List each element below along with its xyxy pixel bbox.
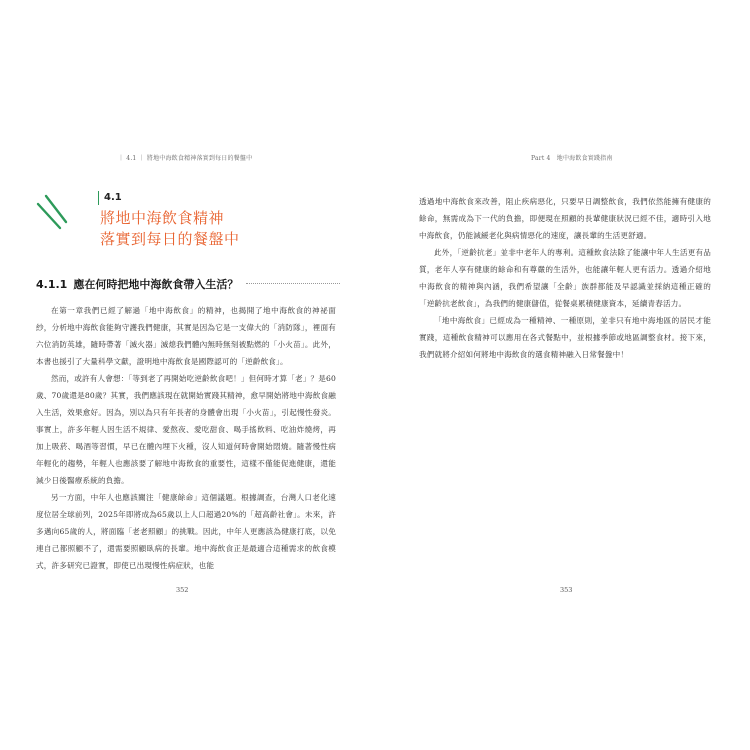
dotted-rule <box>246 283 340 284</box>
right-body-text <box>419 193 711 363</box>
paragraph: 另一方面，中年人也應該關注「健康餘命」這個議題。根據調查，台灣人口老化速度位居全球前列，2025年即將成為65歲以上人口超過20%的「超高齡社會」。未來，許多邁向65歲的人，將面臨「老老照顧」的挑戰。因此，中年人更應該為健康打底，以免連自己都照顧不了，還需要照顧臥病的長輩。地中海飲食正是最適合這種需求的飲食模式，許多研究已證實，即使已出現慢性病症狀，也能 <box>36 493 336 570</box>
paragraph: 此外，「逆齡抗老」並非中老年人的專利。這種飲食法除了能讓中年人生活更有品質，老年人享有健康的餘命和有尊嚴的生活外，也能讓年輕人更有活力。透過介紹地中海飲食的精神與內涵，我們希望讓「全齡」族群都能及早認識並採納這種正確的「逆齡抗老飲食」，為我們的健康儲值，從餐桌累積健康資本，延續青春活力。 <box>419 248 711 308</box>
crossed-lines-decoration-icon <box>36 190 68 230</box>
running-head-right: Part 4 地中海飲食實踐指南 <box>531 155 613 162</box>
paragraph: 「地中海飲食」已經成為一種精神、一種原則，並非只有地中海地區的居民才能實踐，這種飲食精神可以應用在各式餐點中，並根據季節或地區調整食材。接下來，我們就將介紹如何將地中海飲食的選食精神融入日常餐盤中！ <box>419 316 711 359</box>
section-title-line2: 落實到每日的餐盤中 <box>100 230 240 248</box>
right-page <box>375 0 750 750</box>
subsection-heading <box>36 276 336 290</box>
left-body-text <box>36 302 336 574</box>
subsection-number: 4.1.1 <box>36 278 68 291</box>
subsection-title: 應在何時把地中海飲食帶入生活？ <box>73 278 239 291</box>
section-title-line1: 將地中海飲食精神 <box>100 209 225 227</box>
running-head-left: ｜ 4.1 ｜ 將地中海飲食精神落實到每日的餐盤中 <box>118 155 253 162</box>
page-number-right: 353 <box>560 586 573 594</box>
paragraph-continuation: 透過地中海飲食來改善，阻止疾病惡化，只要早日調整飲食，我們依然能擁有健康的餘命，無需成為下一代的負擔，即便現在照顧的長輩健康狀況已經不佳，適時引入地中海飲食，仍能減緩老化與病情惡化的速度，讓長輩的生活更舒適。 <box>419 197 711 240</box>
paragraph: 然而，或許有人會想：「等到老了再開始吃逆齡飲食吧！」但何時才算「老」？是60歲、70歲還是80歲？其實，我們應該現在就開始實踐其精神，愈早開始將地中海飲食融入生活，效果愈好。因為，別以為只有年長者的身體會出現「小火苗」，引起慢性發炎。事實上，許多年輕人因生活不規律、愛熬夜、愛吃甜食、喝手搖飲料、吃油炸燒烤，再加上吸菸、喝酒等習慣，早已在體內埋下火種，沒人知道何時會開始悶燒。隨著慢性病年輕化的趨勢，年輕人也應該要了解地中海飲食的重要性，這樣不僅能促進健康，還能減少日後醫療系統的負擔。 <box>36 374 336 485</box>
section-number: 4.1 <box>98 191 132 205</box>
paragraph: 在第一章我們已經了解過「地中海飲食」的精神，也揭開了地中海飲食的神祕面紗，分析地中海飲食能夠守護我們健康，其實是因為它是一支偉大的「消防隊」，裡面有六位消防英雄，隨時帶著「滅火器」滅熄我們體內無時無刻被點燃的「小火苗」。此外，本書也援引了大量科學文獻，證明地中海飲食是國際認可的「逆齡飲食」。 <box>36 306 336 366</box>
page-number-left: 352 <box>176 586 189 594</box>
section-title <box>100 208 240 250</box>
